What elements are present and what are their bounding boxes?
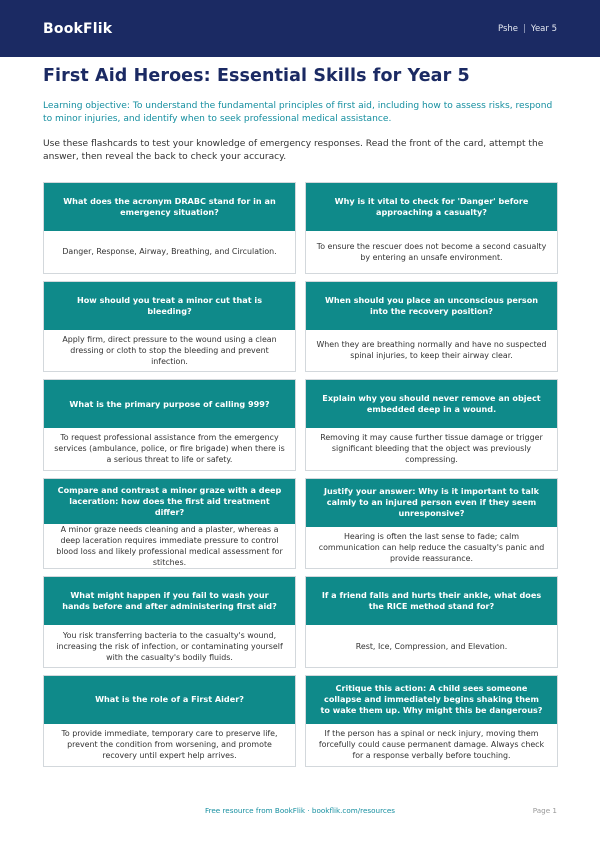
flashcard-back: To ensure the rescuer does not become a second casualty by entering an unsafe environment. [306,231,557,273]
flashcard-back: You risk transferring bacteria to the casualty's wound, increasing the risk of infection, or contaminating yourself with the casualty's bodily fluids. [44,625,295,667]
flashcard[interactable] [305,478,558,570]
flashcard-front: If a friend falls and hurts their ankle, what does the RICE method stand for? [306,577,557,625]
flashcard-row [43,182,558,274]
flashcard[interactable] [43,379,296,471]
flashcard[interactable] [305,379,558,471]
intro-text: Use these flashcards to test your knowledge of emergency responses. Read the front of the card, attempt the answer, then reveal the back to check your accuracy. [43,139,544,162]
page-header [0,0,600,57]
flashcard-back: A minor graze needs cleaning and a plaster, whereas a deep laceration requires immediate pressure to control blood loss and likely professional medical assessment for stitches. [44,524,295,568]
flashcard-front: How should you treat a minor cut that is bleeding? [44,282,295,330]
flashcard-front: Explain why you should never remove an object embedded deep in a wound. [306,380,557,428]
flashcard-front: What is the role of a First Aider? [44,676,295,724]
brand-logo[interactable]: BookFlik [43,20,113,37]
flashcard[interactable] [43,281,296,373]
flashcard-back: If the person has a spinal or neck injury, moving them forcefully could cause permanent damage. Always check for a response verbally before touching. [306,724,557,766]
flashcard[interactable] [305,281,558,373]
flashcard-grid [43,182,558,774]
flashcard-front: When should you place an unconscious person into the recovery position? [306,282,557,330]
breadcrumb-year[interactable]: Year 5 [530,23,557,34]
flashcard-front: What does the acronym DRABC stand for in an emergency situation? [44,183,295,231]
flashcard-back: To request professional assistance from the emergency services (ambulance, police, or fire brigade) when there is a serious threat to life or safety. [44,428,295,470]
flashcard[interactable] [305,675,558,767]
flashcard-back: Danger, Response, Airway, Breathing, and Circulation. [44,231,295,273]
flashcard-front: What is the primary purpose of calling 999? [44,380,295,428]
flashcard[interactable] [43,576,296,668]
flashcard[interactable] [305,576,558,668]
breadcrumb-subject[interactable]: Pshe [497,23,519,34]
flashcard-row [43,478,558,570]
flashcard-back: Apply firm, direct pressure to the wound using a clean dressing or cloth to stop the bleeding and prevent infection. [44,330,295,372]
breadcrumb-separator: | [523,23,526,34]
flashcard[interactable] [43,675,296,767]
flashcard[interactable] [43,182,296,274]
page-footer [0,806,600,820]
footer-credit-link[interactable]: Free resource from BookFlik · bookflik.com/resources [204,806,396,815]
page-number: Page 1 [532,806,557,815]
flashcard[interactable] [43,478,296,570]
flashcard[interactable] [305,182,558,274]
flashcard-front: What might happen if you fail to wash your hands before and after administering first aid? [44,577,295,625]
flashcard-back: Rest, Ice, Compression, and Elevation. [306,625,557,667]
flashcard-front: Compare and contrast a minor graze with a deep laceration: how does the first aid treatment differ? [44,479,295,525]
learning-objective: Learning objective: To understand the fundamental principles of first aid, including how to assess risks, respond to minor injuries, and identify when to seek professional medical assistance. [43,101,553,124]
flashcard-back: Hearing is often the last sense to fade; calm communication can help reduce the casualty's panic and provide reassurance. [306,527,557,569]
flashcard-front: Critique this action: A child sees someone collapse and immediately begins shaking them to wake them up. Why might this be dangerous? [306,676,557,724]
flashcard-row [43,576,558,668]
breadcrumb [498,24,557,34]
flashcard-back: When they are breathing normally and have no suspected spinal injuries, to keep their airway clear. [306,330,557,372]
flashcard-back: To provide immediate, temporary care to preserve life, prevent the condition from worsening, and promote recovery until expert help arrives. [44,724,295,766]
flashcard-front: Justify your answer: Why is it important to talk calmly to an injured person even if they seem unresponsive? [306,479,557,527]
flashcard-row [43,379,558,471]
flashcard-back: Removing it may cause further tissue damage or trigger significant bleeding that the object was previously compressing. [306,428,557,470]
page-title: First Aid Heroes: Essential Skills for Year 5 [43,66,470,86]
flashcard-front: Why is it vital to check for 'Danger' before approaching a casualty? [306,183,557,231]
flashcard-row [43,675,558,767]
flashcard-row [43,281,558,373]
